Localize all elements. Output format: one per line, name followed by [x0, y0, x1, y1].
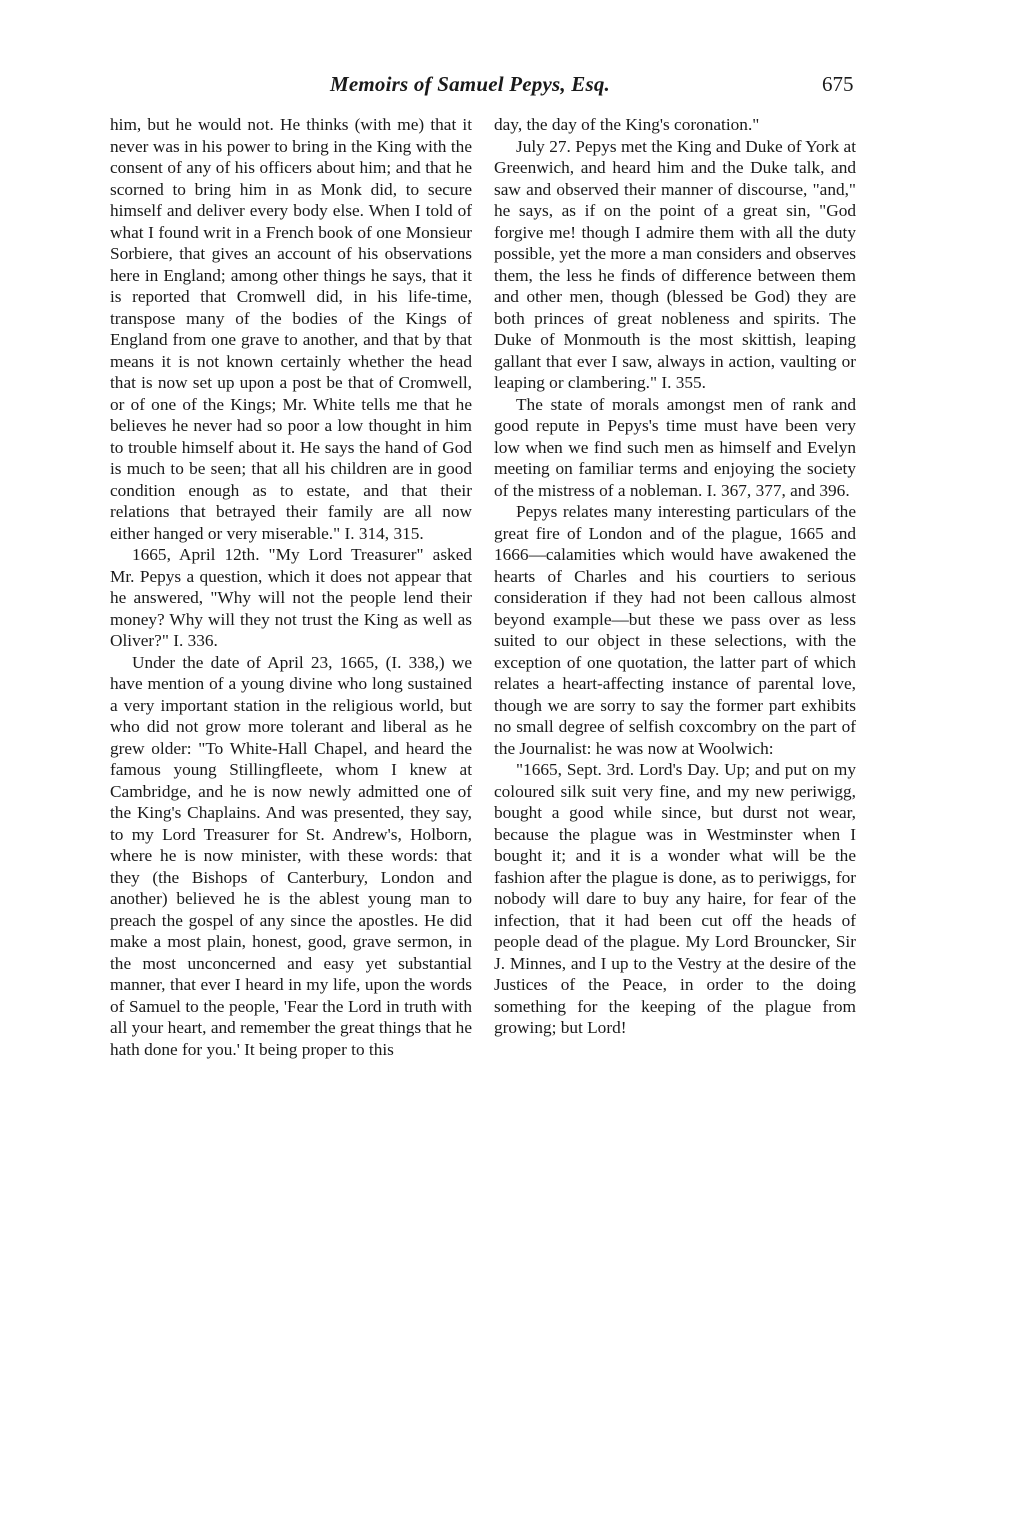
page-number: 675 — [822, 72, 854, 96]
left-paragraph-3: Under the date of April 23, 1665, (I. 338,) we have mention of a young divine who long sustained a very important station in the religious world, but who did not grow more tolerant and liberal as he grew older: "To White-Hall Chapel, and heard the famous young Stillingfleete, whom I knew at Cambridge, and he is now newly admitted one of the King's Chaplains. And was presented, they say, to my Lord Treasurer for St. Andrew's, Holborn, where he is now minister, with these words: that they (the Bishops of Canterbury, London and another) believed he is the ablest young man to preach the gospel of any since the apostles. He did make a most plain, honest, good, grave sermon, in the most unconcerned and easy yet substantial manner, that ever I heard in my life, upon the words of Samuel to the people, 'Fear the Lord in truth with all your heart, and remember the great things that he hath done for you.' It being proper to this — [110, 652, 472, 1059]
left-column — [110, 114, 472, 1060]
right-paragraph-3: The state of morals amongst men of rank and good repute in Pepys's time must have been very low when we find such men as himself and Evelyn meeting on familiar terms and enjoying the society of the mistress of a nobleman. I. 367, 377, and 396. — [494, 394, 856, 500]
right-column — [494, 114, 856, 1039]
left-paragraph-2: 1665, April 12th. "My Lord Treasurer" asked Mr. Pepys a question, which it does not appear that he answered, "Why will not the people lend their money? Why will they not trust the King as well as Oliver?" I. 336. — [110, 545, 472, 650]
running-head — [0, 72, 1009, 102]
right-paragraph-1: day, the day of the King's coronation." — [494, 115, 760, 134]
right-paragraph-5: "1665, Sept. 3rd. Lord's Day. Up; and put on my coloured silk suit very fine, and my new periwigg, bought a good while since, but durst not wear, because the plague was in Westminster when I bought it; and it is a wonder what will be the fashion after the plague is done, as to periwiggs, for nobody will dare to buy any haire, for fear of the infection, that it had been cut off the heads of people dead of the plague. My Lord Brouncker, Sir J. Minnes, and I up to the Vestry at the desire of the Justices of the Peace, in order to the doing something for the keeping of the plague from growing; but Lord! — [494, 760, 856, 1037]
left-paragraph-1: him, but he would not. He thinks (with me) that it never was in his power to bring in the King with the consent of any of his officers about him; and that he scorned to bring him in as Monk did, to secure himself and deliver every body else. When I told of what I found writ in a French book of one Monsieur Sorbiere, that gives an account of his observations here in England; among other things he says, that it is reported that Cromwell did, in his life-time, transpose many of the bodies of the Kings of England from one grave to another, and that by that means it is not known certainly whether the head that is now set up upon a post be that of Cromwell, or of one of the Kings; Mr. White tells me that he believes he never had so poor a low thought in him to trouble himself about it. He says the hand of God is much to be seen; that all his children are in good condition enough as to estate, and that their relations that betrayed their family are all now either hanged or very miserable." I. 314, 315. — [110, 115, 472, 543]
right-paragraph-4: Pepys relates many interesting particulars of the great fire of London and of the plague, 1665 and 1666—calamities which would have awakened the hearts of Charles and his courtiers to serious consideration if they had not been callous almost beyond example—but these we pass over as less suited to our object in these selections, with the exception of one quotation, the latter part of which relates a heart-affecting instance of parental love, though we are sorry to say the former part exhibits no small degree of selfish coxcombry on the part of the Journalist: he was now at Woolwich: — [494, 502, 856, 758]
right-paragraph-2: July 27. Pepys met the King and Duke of York at Greenwich, and heard him and the Duke talk, and saw and observed their manner of discourse, "and," he says, as if on the point of a great sin, "God forgive me! though I admire them with all the duty possible, yet the more a man considers and observes them, the less he finds of difference between them and other men, though (blessed be God) they are both princes of great nobleness and spirits. The Duke of Monmouth is the most skittish, leaping gallant that ever I saw, always in action, vaulting or leaping or clambering." I. 355. — [494, 136, 856, 392]
running-title: Memoirs of Samuel Pepys, Esq. — [330, 72, 610, 96]
